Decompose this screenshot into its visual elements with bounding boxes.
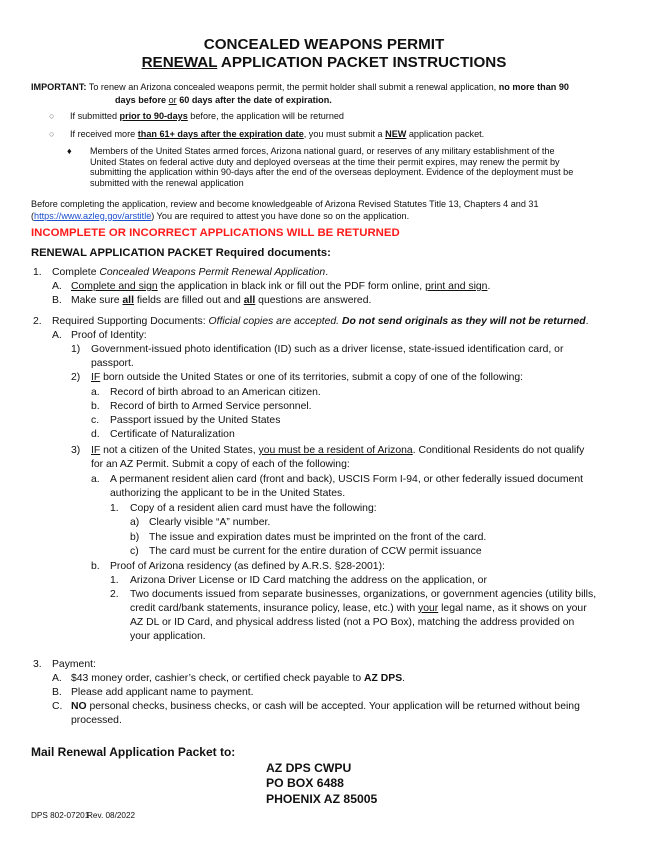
circle-bullet-item: [49, 111, 344, 123]
payment-a-text: $43 money order, cashier’s check, or certified check payable to AZ DPS.: [71, 673, 406, 684]
document-title-line1: CONCEALED WEAPONS PERMIT: [203, 36, 445, 53]
section-2a-text: Proof of Identity:: [71, 330, 147, 341]
identity-item-3-line2: for an AZ Permit. Submit a copy of each of the following:: [91, 459, 350, 470]
mailing-address: [266, 761, 377, 807]
circle-bullet-icon: ○: [49, 129, 55, 139]
alien-req-label: b): [130, 532, 140, 543]
residency-item-text: Arizona Driver License or ID Card matching the address on the application, or: [130, 575, 487, 586]
military-note: Members of the United States armed forces, Arizona national guard, or reserves of any military establishment of the United States on federal active duty and deployed overseas at the time their permit expires, may renew the permit by submitting the application within 90-days after the end of the overseas deployment. Evidence of the deployment must be submitted with the renewal application: [90, 146, 574, 188]
alien-req-item: The card must be current for the entire duration of CCW permit issuance: [149, 546, 482, 557]
important-text: To renew an Arizona concealed weapons permit, the permit holder shall submit a renewal application,: [86, 82, 499, 92]
birth-doc-item: Record of birth to Armed Service personnel.: [110, 401, 312, 412]
important-notice-line2: [115, 95, 332, 107]
incomplete-warning: INCOMPLETE OR INCORRECT APPLICATIONS WILL BE RETURNED: [31, 227, 400, 239]
address-line: PHOENIX AZ 85005: [266, 791, 378, 806]
section-1a-label: A.: [52, 281, 62, 292]
payment-c-label: C.: [52, 701, 63, 712]
important-bold3: 60 days after the date of expiration.: [176, 95, 332, 105]
circle-bullet-item: [49, 129, 485, 141]
required-documents-header: RENEWAL APPLICATION PACKET Required documents:: [31, 247, 331, 259]
identity-item-2-text: IF born outside the United States or one of its territories, submit a copy of one of the following:: [91, 372, 524, 383]
birth-doc-label: d.: [91, 429, 100, 440]
title-renewal-word: RENEWAL: [141, 54, 218, 71]
residency-item-num: 1.: [110, 575, 119, 586]
birth-doc-item: Passport issued by the United States: [110, 415, 281, 426]
alien-req-label: a): [130, 517, 140, 528]
identity-item-1-line1: Government-issued photo identification (ID) such as a driver license, state-issued identification card, or: [91, 344, 564, 355]
bullet-text: If received more than 61+ days after the expiration date, you must submit a NEW application packet.: [70, 129, 485, 139]
bullet-text: If submitted prior to 90-days before, the application will be returned: [70, 111, 344, 121]
alien-card-label: a.: [91, 474, 100, 485]
section-2-title: Required Supporting Documents: Official copies are accepted. Do not send originals as they will not be returned.: [52, 316, 589, 327]
birth-doc-label: c.: [91, 415, 100, 426]
document-title-line2: [0, 53, 648, 72]
residency-item2-line1: Two documents issued from separate businesses, organizations, or government agencies (utility bills,: [130, 589, 597, 600]
circle-bullet-icon: ○: [49, 111, 55, 121]
residency-item2-line4: your application.: [130, 631, 206, 642]
payment-c-line1: NO personal checks, business checks, or cash will be accepted. Your application will be returned without being: [71, 701, 580, 712]
identity-item-2-num: 2): [71, 372, 81, 383]
section-1a-text: Complete and sign the application in black ink or fill out the PDF form online, print and sign.: [71, 281, 491, 292]
residency-text: Proof of Arizona residency (as defined by A.R.S. §28-2001):: [110, 561, 385, 572]
azleg-link[interactable]: https://www.azleg.gov/arstitle: [34, 210, 152, 221]
address-line: AZ DPS CWPU: [266, 761, 352, 775]
important-or: or: [168, 95, 177, 105]
section-2-number: 2.: [33, 316, 42, 327]
title-rest: APPLICATION PACKET INSTRUCTIONS: [217, 54, 507, 71]
identity-item-3-num: 3): [71, 445, 81, 456]
alien-req-label: c): [130, 546, 139, 557]
birth-doc-label: a.: [91, 387, 100, 398]
alien-req-item: The issue and expiration dates must be imprinted on the front of the card.: [149, 532, 487, 543]
residency-item2-line2: credit card/bank statements, insurance policy, lease, etc.) with your legal name, as it shows on your: [130, 603, 587, 614]
payment-c-line2: processed.: [71, 715, 122, 726]
mail-label: Mail Renewal Application Packet to:: [31, 745, 236, 759]
identity-item-1-line2: passport.: [91, 358, 134, 369]
section-1-number: 1.: [33, 267, 42, 278]
alien-card-sub-num: 1.: [110, 503, 119, 514]
alien-card-line1: A permanent resident alien card (front and back), USCIS Form I-94, or other federally issued document: [110, 474, 584, 485]
important-bold1: no more than 90: [498, 82, 569, 92]
payment-a-label: A.: [52, 673, 62, 684]
form-number: DPS 802-07201: [31, 811, 90, 820]
section-2a-label: A.: [52, 330, 62, 341]
address-line: PO BOX 6488: [266, 776, 344, 791]
form-revision: Rev. 08/2022: [87, 811, 136, 820]
alien-card-line2: authorizing the applicant to be in the United States.: [110, 488, 346, 499]
section-1b-label: B.: [52, 295, 62, 306]
residency-item-num: 2.: [110, 589, 119, 600]
section-3-title: Payment:: [52, 659, 96, 670]
section-1b-text: Make sure all fields are filled out and all questions are answered.: [71, 295, 372, 306]
important-notice: [31, 82, 569, 94]
important-bold2: days before: [115, 95, 169, 105]
section-3-number: 3.: [33, 659, 42, 670]
alien-card-sub-text: Copy of a resident alien card must have the following:: [130, 503, 377, 514]
important-label: IMPORTANT:: [31, 82, 87, 92]
birth-doc-item: Record of birth abroad to an American citizen.: [110, 387, 321, 398]
identity-item-1-num: 1): [71, 344, 81, 355]
identity-item-3-line1: IF not a citizen of the United States, you must be a resident of Arizona. Conditional Residents do not qualify: [91, 445, 585, 456]
payment-b-label: B.: [52, 687, 62, 698]
statutes-notice: Before completing the application, review and become knowledgeable of Arizona Revised Statutes Title 13, Chapters 4 and 31 (https://www.azleg.gov/arstitle) You are required to attest you have done so on the application.: [31, 199, 539, 221]
residency-item2-line3: AZ DL or ID Card, and physical address listed (not a PO Box), matching the address provided on: [130, 617, 575, 628]
section-1-title: Complete Concealed Weapons Permit Renewal Application.: [52, 267, 329, 278]
birth-doc-label: b.: [91, 401, 100, 412]
diamond-bullet-icon: ♦: [67, 146, 72, 156]
payment-b-text: Please add applicant name to payment.: [71, 687, 254, 698]
alien-req-item: Clearly visible “A” number.: [149, 517, 271, 528]
birth-doc-item: Certificate of Naturalization: [110, 429, 235, 440]
residency-label: b.: [91, 561, 100, 572]
